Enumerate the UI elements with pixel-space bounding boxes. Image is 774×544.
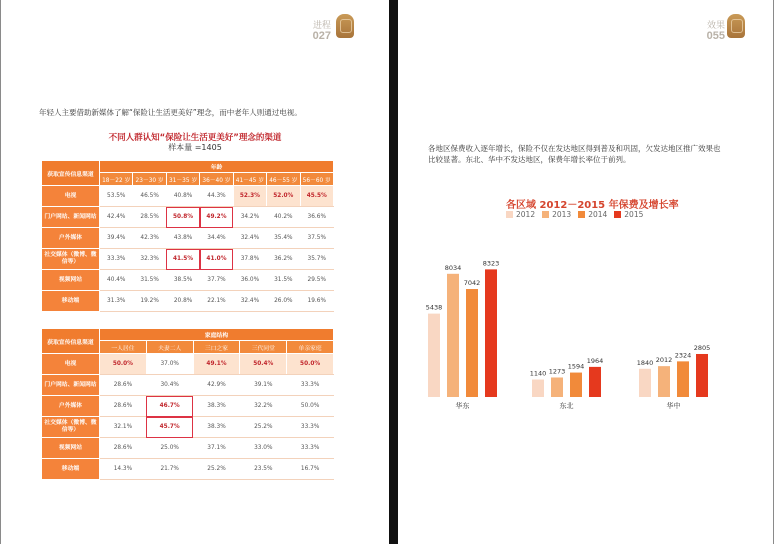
age-table-cell: 36.0% — [233, 270, 266, 291]
age-table-row — [42, 207, 334, 228]
age-table-cell: 50.8% — [166, 207, 199, 228]
age-table-cell: 49.2% — [200, 207, 233, 228]
legend-swatch — [578, 211, 585, 218]
age-table-cell: 19.2% — [133, 291, 166, 312]
age-table-cell: 32.4% — [233, 291, 266, 312]
age-table-cell: 37.7% — [200, 270, 233, 291]
family-table-row — [42, 417, 334, 438]
chart-legend — [506, 210, 650, 219]
age-table-cell: 52.3% — [233, 186, 266, 207]
family-table-row-label: 门户网站、新闻网站 — [42, 375, 100, 396]
family-table-cell: 23.5% — [240, 459, 287, 480]
left-folio — [313, 20, 331, 42]
legend-swatch — [614, 211, 621, 218]
family-table-cell: 42.9% — [193, 375, 240, 396]
bar-华中-2012 — [639, 369, 651, 397]
age-table-cell: 52.0% — [267, 186, 300, 207]
age-table-cell: 41.0% — [200, 249, 233, 270]
right-folio-label: 效果 — [706, 20, 725, 30]
family-table-column-header: 单亲家庭 — [287, 341, 334, 354]
family-table-row — [42, 396, 334, 417]
family-table-row-label: 移动端 — [42, 459, 100, 480]
family-table-cell: 33.3% — [287, 417, 334, 438]
age-table-row — [42, 270, 334, 291]
book-gutter — [389, 0, 398, 544]
family-table-cell: 28.6% — [100, 438, 147, 459]
family-table-cell: 21.7% — [146, 459, 193, 480]
age-table-row-label: 门户网站、新闻网站 — [42, 207, 100, 228]
family-table-row-label: 户外媒体 — [42, 396, 100, 417]
age-table-cell: 34.2% — [233, 207, 266, 228]
legend-label: 2012 — [516, 210, 536, 219]
legend-item — [578, 210, 607, 219]
age-table-row-label: 社交媒体（微博、微信等） — [42, 249, 100, 270]
family-table-cell: 30.4% — [146, 375, 193, 396]
age-table-row-label: 视频网站 — [42, 270, 100, 291]
left-intro-text: 年轻人主要借助新媒体了解“保险让生活更美好”理念，而中老年人则通过电视。 — [39, 108, 302, 117]
family-table-row-label: 社交媒体（微博、微信等） — [42, 417, 100, 438]
age-table-cell: 28.5% — [133, 207, 166, 228]
seal-emblem-icon — [727, 14, 745, 38]
bar-value-label: 7042 — [463, 279, 481, 288]
legend-swatch — [542, 211, 549, 218]
right-folio-number: 055 — [706, 30, 725, 42]
family-table-cell: 50.0% — [287, 396, 334, 417]
category-label: 东北 — [559, 402, 574, 410]
bar-东北-2015 — [589, 367, 601, 397]
age-table-column-header: 23－30 岁 — [133, 173, 166, 186]
age-table-cell: 34.4% — [200, 228, 233, 249]
age-table-cell: 29.5% — [300, 270, 333, 291]
legend-item — [614, 210, 643, 219]
family-table-cell: 45.7% — [146, 417, 193, 438]
legend-label: 2015 — [624, 210, 644, 219]
bar-东北-2013 — [551, 377, 563, 397]
age-table-cell: 20.8% — [166, 291, 199, 312]
family-table-cell: 33.3% — [287, 375, 334, 396]
age-table-cell: 35.7% — [300, 249, 333, 270]
left-folio-label: 进程 — [312, 20, 331, 30]
family-table-row — [42, 375, 334, 396]
bar-value-label: 2324 — [674, 351, 692, 360]
family-table — [41, 328, 334, 480]
bar-value-label: 1840 — [636, 358, 654, 367]
family-table-cell: 33.0% — [240, 438, 287, 459]
age-table-cell: 36.2% — [267, 249, 300, 270]
age-table-column-header: 41－45 岁 — [233, 173, 266, 186]
bar-华中-2014 — [677, 361, 689, 397]
bar-东北-2012 — [532, 380, 544, 397]
seal-emblem-icon — [336, 14, 354, 38]
bar-value-label: 8034 — [444, 263, 462, 272]
right-text-line-2: 比较显著。东北、华中不发达地区，保费年增长率位于前列。 — [428, 155, 631, 164]
family-table-cell: 38.3% — [193, 396, 240, 417]
family-table-column-header: 三口之家 — [193, 341, 240, 354]
age-table-cell: 44.3% — [200, 186, 233, 207]
bar-东北-2014 — [570, 373, 582, 397]
age-table-cell: 53.5% — [100, 186, 133, 207]
right-folio — [707, 20, 725, 42]
age-table-row-label: 移动端 — [42, 291, 100, 312]
family-table-cell: 16.7% — [287, 459, 334, 480]
age-table-cell: 42.4% — [100, 207, 133, 228]
age-table-row-label: 户外媒体 — [42, 228, 100, 249]
bar-华中-2013 — [658, 366, 670, 397]
age-table-cell: 40.2% — [267, 207, 300, 228]
bar-value-label: 1140 — [529, 369, 547, 378]
age-table-cell: 31.5% — [133, 270, 166, 291]
bar-华东-2012 — [428, 314, 440, 397]
bar-value-label: 1594 — [567, 362, 585, 371]
age-table-cell: 38.5% — [166, 270, 199, 291]
family-table-cell: 50.4% — [240, 354, 287, 375]
age-table-column-header: 31－35 岁 — [166, 173, 199, 186]
legend-label: 2014 — [588, 210, 608, 219]
family-table-cell: 14.3% — [100, 459, 147, 480]
age-table-group-label: 年龄 — [100, 161, 334, 173]
left-page — [1, 0, 389, 544]
family-table-cell: 25.0% — [146, 438, 193, 459]
bar-value-label: 2012 — [655, 356, 673, 365]
bar-value-label: 1273 — [548, 367, 566, 376]
age-table-header-row — [42, 161, 334, 173]
sample-size: 样本量 =1405 — [168, 143, 222, 152]
age-table-cell: 32.4% — [233, 228, 266, 249]
bar-value-label: 2805 — [693, 343, 711, 352]
age-table-cell: 43.8% — [166, 228, 199, 249]
category-label: 华东 — [455, 402, 470, 410]
age-table-cell: 35.4% — [267, 228, 300, 249]
family-table-cell: 50.0% — [100, 354, 147, 375]
family-table-cell: 28.6% — [100, 375, 147, 396]
age-table-row — [42, 228, 334, 249]
family-table-cell: 39.1% — [240, 375, 287, 396]
age-table-cell: 33.3% — [100, 249, 133, 270]
age-table-row — [42, 291, 334, 312]
bar-value-label: 1964 — [586, 356, 604, 365]
age-table-cell: 46.5% — [133, 186, 166, 207]
legend-item — [506, 210, 535, 219]
family-table-cell: 49.1% — [193, 354, 240, 375]
bar-华东-2013 — [447, 274, 459, 397]
age-table-column-header: 18－22 岁 — [100, 173, 133, 186]
table-title: 不同人群认知“保险让生活更美好”理念的渠道 — [108, 133, 282, 143]
age-table-column-header: 36－40 岁 — [200, 173, 233, 186]
legend-item — [542, 210, 571, 219]
age-table-cell: 39.4% — [100, 228, 133, 249]
age-table-row — [42, 186, 334, 207]
bar-value-label: 8323 — [482, 259, 500, 268]
family-table-row — [42, 459, 334, 480]
age-table-column-header: 46－55 岁 — [267, 173, 300, 186]
family-table-column-header: 夫妻二人 — [146, 341, 193, 354]
family-table-cell: 32.2% — [240, 396, 287, 417]
age-table-cell: 37.5% — [300, 228, 333, 249]
right-page — [398, 0, 773, 544]
family-table-cell: 28.6% — [100, 396, 147, 417]
family-table-corner-label: 获取宣传信息渠道 — [42, 329, 100, 354]
family-table-cell: 50.0% — [287, 354, 334, 375]
family-table-group-label: 家庭结构 — [100, 329, 334, 341]
age-table-cell: 45.5% — [300, 186, 333, 207]
legend-swatch — [506, 211, 513, 218]
category-label: 华中 — [666, 402, 681, 410]
age-table-cell: 36.6% — [300, 207, 333, 228]
age-table-column-header: 56－60 岁 — [300, 173, 333, 186]
family-table-cell: 32.1% — [100, 417, 147, 438]
age-table-cell: 22.1% — [200, 291, 233, 312]
age-table-row-label: 电视 — [42, 186, 100, 207]
family-table-cell: 37.1% — [193, 438, 240, 459]
family-table-cell: 25.2% — [193, 459, 240, 480]
family-table-row-label: 电视 — [42, 354, 100, 375]
age-table-cell: 42.3% — [133, 228, 166, 249]
family-table-cell: 37.0% — [146, 354, 193, 375]
age-table-cell: 37.8% — [233, 249, 266, 270]
family-table-column-header: 一人居住 — [100, 341, 147, 354]
family-table-row — [42, 354, 334, 375]
family-table-cell: 25.2% — [240, 417, 287, 438]
family-table-row-label: 视频网站 — [42, 438, 100, 459]
age-table-cell: 41.5% — [166, 249, 199, 270]
chart-title: 各区域 2012－2015 年保费及增长率 — [506, 200, 679, 211]
age-table-cell: 40.8% — [166, 186, 199, 207]
age-table-cell: 32.3% — [133, 249, 166, 270]
age-table-cell: 19.6% — [300, 291, 333, 312]
age-table-cell: 40.4% — [100, 270, 133, 291]
age-table-cell: 31.3% — [100, 291, 133, 312]
bar-华东-2015 — [485, 269, 497, 397]
bar-华中-2015 — [696, 354, 708, 397]
family-table-cell: 33.3% — [287, 438, 334, 459]
age-table-row — [42, 249, 334, 270]
age-table — [41, 160, 334, 312]
family-table-cell: 38.3% — [193, 417, 240, 438]
right-text-line-1: 各地区保费收入逐年增长，保险不仅在发达地区得到普及和巩固，欠发达地区推广效果也 — [428, 144, 721, 153]
family-table-column-header: 三代同堂 — [240, 341, 287, 354]
bar-chart — [398, 225, 773, 485]
legend-label: 2013 — [552, 210, 572, 219]
bar-value-label: 5438 — [425, 303, 443, 312]
family-table-cell: 46.7% — [146, 396, 193, 417]
bar-华东-2014 — [466, 289, 478, 397]
age-table-cell: 26.0% — [267, 291, 300, 312]
family-table-row — [42, 438, 334, 459]
left-folio-number: 027 — [312, 30, 331, 42]
age-table-corner-label: 获取宣传信息渠道 — [42, 161, 100, 186]
age-table-cell: 31.5% — [267, 270, 300, 291]
family-table-header-row — [42, 329, 334, 341]
